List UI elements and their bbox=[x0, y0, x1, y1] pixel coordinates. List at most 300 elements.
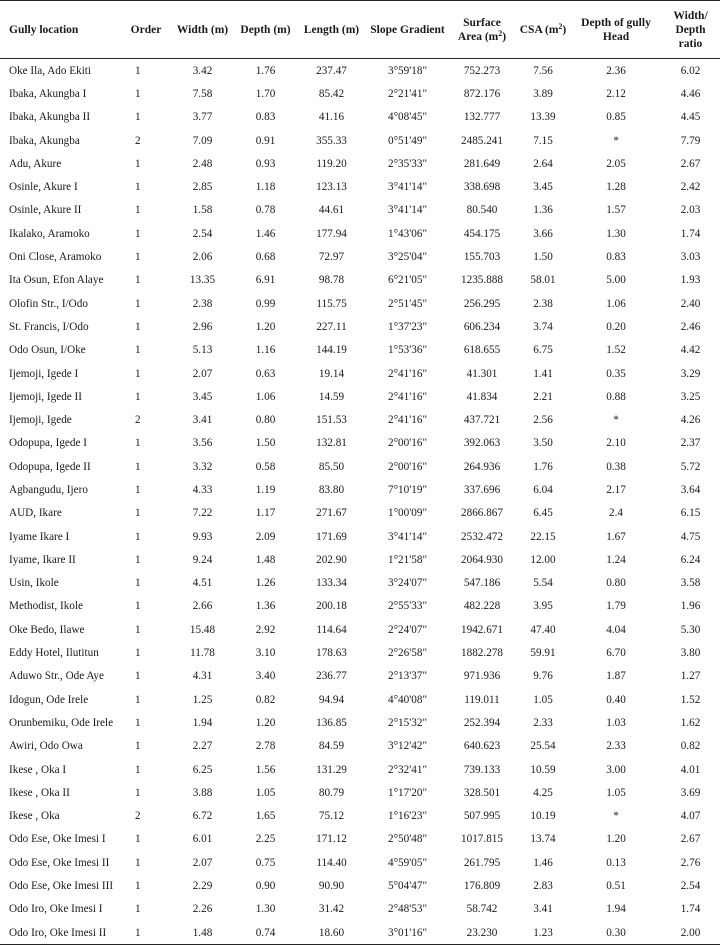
table-body bbox=[0, 59, 720, 945]
cell-head-depth: 2.4 bbox=[609, 507, 623, 520]
cell-slope: 3°25'04" bbox=[387, 251, 428, 264]
cell-length: 131.29 bbox=[316, 763, 347, 776]
cell-head-depth: 1.79 bbox=[606, 600, 626, 613]
cell-csa: 1.36 bbox=[533, 204, 553, 217]
cell-head-depth: 4.04 bbox=[606, 623, 626, 636]
cell-width: 2.66 bbox=[192, 600, 213, 613]
cell-depth: 1.16 bbox=[255, 344, 276, 357]
cell-slope: 2°26'58" bbox=[387, 647, 428, 660]
cell-csa: 2.21 bbox=[533, 390, 553, 403]
cell-surface-area: 2532.472 bbox=[461, 530, 503, 543]
cell-depth: 1.50 bbox=[255, 437, 276, 450]
cell-length: 80.79 bbox=[318, 786, 345, 799]
cell-head-depth: 2.17 bbox=[606, 483, 626, 496]
cell-ratio: 2.37 bbox=[680, 437, 701, 450]
cell-order: 1 bbox=[135, 553, 141, 566]
cell-order: 1 bbox=[135, 227, 141, 240]
cell-order: 1 bbox=[135, 111, 141, 124]
header-depth: Depth (m) bbox=[234, 1, 297, 59]
cell-surface-area: 392.063 bbox=[463, 437, 501, 450]
cell-slope: 2°13'37" bbox=[387, 670, 428, 683]
cell-surface-area: 41.834 bbox=[466, 390, 498, 403]
cell-length: 115.75 bbox=[316, 297, 347, 310]
cell-ratio: 1.27 bbox=[680, 670, 701, 683]
cell-surface-area: 618.655 bbox=[463, 344, 501, 357]
cell-depth: 1.18 bbox=[255, 181, 276, 194]
cell-order: 1 bbox=[135, 530, 141, 543]
cell-slope: 6°21'05" bbox=[387, 274, 428, 287]
cell-head-depth: 1.20 bbox=[606, 833, 626, 846]
cell-depth: 0.99 bbox=[255, 297, 276, 310]
cell-location: Odo Osun, I/Oke bbox=[9, 344, 86, 357]
cell-head-depth: 0.38 bbox=[606, 460, 626, 473]
table-row bbox=[0, 665, 720, 688]
cell-length: 178.63 bbox=[316, 647, 347, 660]
cell-ratio: 3.25 bbox=[680, 390, 701, 403]
cell-head-depth: 2.12 bbox=[606, 87, 626, 100]
cell-head-depth: 0.51 bbox=[606, 880, 626, 893]
cell-surface-area: 155.703 bbox=[463, 251, 501, 264]
cell-surface-area: 58.742 bbox=[466, 903, 498, 916]
cell-surface-area: 2485.241 bbox=[461, 134, 503, 147]
cell-order: 1 bbox=[135, 344, 141, 357]
cell-depth: 6.91 bbox=[255, 274, 276, 287]
cell-location: Ijemoji, Igede bbox=[9, 414, 72, 427]
cell-length: 41.16 bbox=[318, 111, 345, 124]
cell-width: 7.22 bbox=[192, 507, 213, 520]
cell-location: Ita Osun, Efon Alaye bbox=[9, 274, 104, 287]
cell-surface-area: 1017.815 bbox=[461, 833, 503, 846]
cell-length: 114.64 bbox=[316, 623, 347, 636]
table-header bbox=[0, 1, 720, 59]
cell-ratio: 2.40 bbox=[680, 297, 701, 310]
cell-ratio: 4.01 bbox=[680, 763, 701, 776]
cell-width: 1.94 bbox=[192, 716, 213, 729]
header-csa-text: CSA (m bbox=[519, 23, 559, 36]
cell-surface-area: 1882.278 bbox=[461, 647, 503, 660]
cell-slope: 2°48'53" bbox=[387, 903, 428, 916]
cell-csa: 2.33 bbox=[533, 716, 553, 729]
cell-csa: 7.15 bbox=[533, 134, 553, 147]
cell-length: 98.78 bbox=[318, 274, 345, 287]
cell-slope: 2°24'07" bbox=[387, 623, 428, 636]
cell-location: Iyame Ikare I bbox=[9, 530, 70, 543]
cell-surface-area: 2866.867 bbox=[461, 507, 503, 520]
cell-depth: 1.17 bbox=[255, 507, 276, 520]
cell-location: Odo Ese, Oke Imesi II bbox=[9, 856, 110, 869]
cell-order: 1 bbox=[135, 880, 141, 893]
cell-csa: 10.59 bbox=[530, 763, 556, 776]
cell-order: 1 bbox=[135, 786, 141, 799]
cell-csa: 2.38 bbox=[533, 297, 553, 310]
cell-csa: 25.54 bbox=[530, 740, 556, 753]
cell-length: 132.81 bbox=[316, 437, 347, 450]
cell-head-depth: 1.57 bbox=[606, 204, 626, 217]
table-row bbox=[0, 222, 720, 245]
cell-ratio: 4.75 bbox=[680, 530, 701, 543]
cell-surface-area: 261.795 bbox=[463, 856, 501, 869]
cell-width: 3.77 bbox=[192, 111, 213, 124]
cell-ratio: 2.67 bbox=[680, 833, 701, 846]
cell-slope: 4°40'08" bbox=[387, 693, 428, 706]
cell-order: 1 bbox=[135, 740, 141, 753]
header-csa-sup: 2 bbox=[558, 21, 563, 31]
cell-width: 3.56 bbox=[192, 437, 213, 450]
cell-ratio: 2.76 bbox=[680, 856, 701, 869]
table-row bbox=[0, 292, 720, 315]
table-row bbox=[0, 152, 720, 175]
cell-order: 1 bbox=[135, 693, 141, 706]
cell-order: 1 bbox=[135, 367, 141, 380]
cell-location: Olofin Str., I/Odo bbox=[9, 297, 88, 310]
cell-ratio: 3.29 bbox=[680, 367, 701, 380]
cell-slope: 1°16'23" bbox=[387, 810, 428, 823]
cell-surface-area: 2064.930 bbox=[461, 553, 503, 566]
cell-csa: 1.50 bbox=[533, 251, 553, 264]
cell-length: 14.59 bbox=[318, 390, 345, 403]
cell-location: Ijemoji, Igede II bbox=[9, 390, 82, 403]
cell-order: 1 bbox=[135, 274, 141, 287]
cell-slope: 2°50'48" bbox=[387, 833, 428, 846]
cell-width: 13.35 bbox=[189, 274, 216, 287]
cell-ratio: 2.03 bbox=[680, 204, 701, 217]
cell-depth: 1.26 bbox=[255, 577, 276, 590]
cell-length: 171.12 bbox=[316, 833, 347, 846]
cell-csa: 1.46 bbox=[533, 856, 553, 869]
cell-location: Osinle, Akure I bbox=[9, 181, 78, 194]
cell-slope: 2°15'32" bbox=[387, 716, 428, 729]
cell-head-depth: 1.03 bbox=[606, 716, 626, 729]
table-row bbox=[0, 735, 720, 758]
header-ratio: Width/ Depth ratio bbox=[661, 1, 720, 59]
cell-csa: 22.15 bbox=[530, 530, 556, 543]
cell-order: 1 bbox=[135, 507, 141, 520]
cell-depth: 2.92 bbox=[255, 623, 276, 636]
cell-width: 2.96 bbox=[192, 320, 213, 333]
cell-surface-area: 23.230 bbox=[449, 921, 515, 945]
cell-surface-area: 337.696 bbox=[463, 483, 501, 496]
table-row bbox=[0, 758, 720, 781]
cell-width: 11.78 bbox=[190, 647, 215, 660]
cell-head-depth: 2.36 bbox=[606, 64, 626, 77]
cell-width: 2.38 bbox=[192, 297, 213, 310]
cell-surface-area: 507.995 bbox=[463, 810, 501, 823]
cell-order: 1 bbox=[135, 647, 141, 660]
cell-length: 227.11 bbox=[316, 320, 347, 333]
cell-width: 3.88 bbox=[192, 786, 213, 799]
cell-slope: 0°51'49" bbox=[387, 134, 428, 147]
cell-head-depth: 0.30 bbox=[571, 921, 661, 945]
cell-width: 5.13 bbox=[192, 344, 213, 357]
cell-order: 1 bbox=[135, 297, 141, 310]
cell-head-depth: 1.28 bbox=[606, 181, 626, 194]
cell-head-depth: * bbox=[613, 810, 619, 823]
cell-length: 75.12 bbox=[318, 810, 345, 823]
cell-depth: 0.75 bbox=[255, 856, 276, 869]
cell-depth: 2.78 bbox=[255, 740, 276, 753]
cell-csa: 6.45 bbox=[533, 507, 553, 520]
cell-csa: 3.74 bbox=[533, 320, 553, 333]
header-surface-area-end: ) bbox=[502, 30, 507, 43]
table-row bbox=[0, 82, 720, 105]
cell-location: AUD, Ikare bbox=[9, 507, 62, 520]
cell-width: 1.48 bbox=[171, 921, 234, 945]
table-row bbox=[0, 595, 720, 618]
cell-slope: 4°08'45" bbox=[387, 111, 428, 124]
cell-length: 177.94 bbox=[316, 227, 347, 240]
cell-slope: 3°01'16" bbox=[366, 921, 449, 945]
cell-depth: 1.19 bbox=[255, 483, 276, 496]
cell-order: 1 bbox=[135, 64, 141, 77]
cell-location: Idogun, Ode Irele bbox=[9, 693, 89, 706]
cell-depth: 1.20 bbox=[255, 716, 276, 729]
cell-csa: 1.41 bbox=[533, 367, 553, 380]
cell-csa: 1.76 bbox=[533, 460, 553, 473]
cell-slope: 1°17'20" bbox=[387, 786, 428, 799]
cell-head-depth: 5.00 bbox=[606, 274, 626, 287]
cell-slope: 1°37'23" bbox=[387, 320, 428, 333]
cell-length: 72.97 bbox=[318, 251, 345, 264]
cell-ratio: 5.30 bbox=[680, 623, 701, 636]
cell-width: 2.48 bbox=[192, 157, 213, 170]
cell-ratio: 1.96 bbox=[680, 600, 701, 613]
cell-width: 3.32 bbox=[192, 460, 213, 473]
cell-csa: 1.05 bbox=[533, 693, 553, 706]
cell-head-depth: 1.52 bbox=[606, 344, 626, 357]
cell-csa: 12.00 bbox=[530, 553, 556, 566]
cell-location: Ibaka, Akungba I bbox=[9, 87, 87, 100]
cell-slope: 2°21'41" bbox=[387, 87, 428, 100]
cell-length: 94.94 bbox=[318, 693, 345, 706]
cell-ratio: 1.52 bbox=[680, 693, 701, 706]
cell-order: 2 bbox=[135, 134, 141, 147]
table-row bbox=[0, 129, 720, 152]
cell-location: Oni Close, Aramoko bbox=[9, 251, 102, 264]
table-row bbox=[0, 502, 720, 525]
cell-csa: 3.50 bbox=[533, 437, 553, 450]
cell-location: Ijemoji, Igede I bbox=[9, 367, 79, 380]
cell-location: Odo Ese, Oke Imesi I bbox=[9, 833, 106, 846]
cell-length: 355.33 bbox=[316, 134, 347, 147]
table-row bbox=[0, 175, 720, 198]
table-row bbox=[0, 269, 720, 292]
cell-width: 3.45 bbox=[192, 390, 213, 403]
cell-length: 123.13 bbox=[316, 181, 347, 194]
cell-order: 1 bbox=[135, 856, 141, 869]
cell-slope: 2°55'33" bbox=[387, 600, 428, 613]
cell-head-depth: 0.88 bbox=[606, 390, 626, 403]
cell-ratio: 6.02 bbox=[680, 64, 701, 77]
cell-ratio: 3.58 bbox=[680, 577, 701, 590]
cell-length: 18.60 bbox=[297, 921, 366, 945]
cell-csa: 3.89 bbox=[533, 87, 553, 100]
cell-length: 31.42 bbox=[318, 903, 345, 916]
table-row bbox=[0, 921, 720, 945]
cell-location: Odo Ese, Oke Imesi III bbox=[9, 880, 114, 893]
cell-surface-area: 264.936 bbox=[463, 460, 501, 473]
cell-slope: 3°41'14" bbox=[387, 181, 428, 194]
cell-length: 202.90 bbox=[316, 553, 347, 566]
cell-surface-area: 437.721 bbox=[463, 414, 501, 427]
header-head-depth: Depth of gully Head bbox=[571, 1, 661, 59]
cell-depth: 1.20 bbox=[255, 320, 276, 333]
cell-head-depth: 0.80 bbox=[606, 577, 626, 590]
cell-order: 1 bbox=[135, 87, 141, 100]
cell-order: 1 bbox=[135, 577, 141, 590]
cell-length: 200.18 bbox=[316, 600, 347, 613]
cell-length: 114.40 bbox=[316, 856, 347, 869]
cell-slope: 3°24'07" bbox=[387, 577, 428, 590]
cell-location: Ibaka, Akungba II bbox=[9, 111, 91, 124]
header-width: Width (m) bbox=[171, 1, 234, 59]
cell-depth: 3.10 bbox=[255, 647, 276, 660]
cell-slope: 5°04'47" bbox=[387, 880, 428, 893]
cell-csa: 47.40 bbox=[530, 623, 556, 636]
cell-ratio: 2.46 bbox=[680, 320, 701, 333]
cell-location: St. Francis, I/Odo bbox=[9, 320, 89, 333]
cell-csa: 6.75 bbox=[533, 344, 553, 357]
cell-head-depth: 3.00 bbox=[606, 763, 626, 776]
cell-head-depth: 0.13 bbox=[606, 856, 626, 869]
cell-depth: 0.93 bbox=[255, 157, 276, 170]
cell-surface-area: 132.777 bbox=[463, 111, 501, 124]
cell-csa: 2.56 bbox=[533, 414, 553, 427]
cell-slope: 4°59'05" bbox=[387, 856, 428, 869]
cell-csa: 13.74 bbox=[530, 833, 556, 846]
cell-order: 1 bbox=[135, 157, 141, 170]
cell-slope: 2°00'16" bbox=[387, 460, 428, 473]
table-row bbox=[0, 898, 720, 921]
cell-depth: 0.68 bbox=[255, 251, 276, 264]
cell-order: 1 bbox=[135, 670, 141, 683]
cell-surface-area: 119.011 bbox=[464, 693, 500, 706]
cell-depth: 2.09 bbox=[255, 530, 276, 543]
cell-slope: 3°41'14" bbox=[387, 204, 428, 217]
cell-head-depth: 0.83 bbox=[606, 251, 626, 264]
cell-length: 90.90 bbox=[318, 880, 345, 893]
cell-slope: 1°00'09" bbox=[387, 507, 428, 520]
cell-length: 237.47 bbox=[316, 64, 347, 77]
cell-csa: 58.01 bbox=[530, 274, 556, 287]
cell-depth: 1.76 bbox=[255, 64, 276, 77]
cell-head-depth: * bbox=[613, 134, 619, 147]
header-length: Length (m) bbox=[297, 1, 366, 59]
cell-ratio: 3.69 bbox=[680, 786, 701, 799]
cell-depth: 0.91 bbox=[255, 134, 276, 147]
cell-location: Adu, Akure bbox=[9, 157, 62, 170]
cell-location: Ikese , Oka II bbox=[9, 786, 70, 799]
cell-slope: 2°41'16" bbox=[387, 367, 428, 380]
cell-location: Odo Iro, Oke Imesi II bbox=[0, 921, 121, 945]
header-order: Order bbox=[121, 1, 171, 59]
cell-width: 7.09 bbox=[192, 134, 213, 147]
cell-depth: 1.06 bbox=[255, 390, 276, 403]
cell-location: Odopupa, Igede I bbox=[9, 437, 87, 450]
table-row bbox=[0, 688, 720, 711]
cell-ratio: 4.42 bbox=[680, 344, 701, 357]
cell-length: 171.69 bbox=[316, 530, 347, 543]
cell-width: 6.25 bbox=[192, 763, 213, 776]
cell-depth: 0.80 bbox=[255, 414, 276, 427]
cell-location: Oke Bedo, Ilawe bbox=[9, 623, 85, 636]
cell-location: Usin, Ikole bbox=[9, 577, 59, 590]
cell-width: 3.41 bbox=[192, 414, 213, 427]
cell-ratio: 2.42 bbox=[680, 181, 701, 194]
cell-order: 1 bbox=[135, 763, 141, 776]
cell-location: Awiri, Odo Owa bbox=[9, 740, 83, 753]
cell-order: 1 bbox=[135, 251, 141, 264]
header-csa-end: ) bbox=[562, 23, 567, 36]
cell-depth: 1.46 bbox=[255, 227, 276, 240]
cell-slope: 2°41'16" bbox=[387, 390, 428, 403]
cell-surface-area: 281.649 bbox=[463, 157, 501, 170]
cell-ratio: 2.67 bbox=[680, 157, 701, 170]
cell-width: 2.07 bbox=[192, 856, 213, 869]
cell-width: 2.07 bbox=[192, 367, 213, 380]
cell-depth: 2.25 bbox=[255, 833, 276, 846]
cell-order: 1 bbox=[135, 320, 141, 333]
cell-csa: 5.54 bbox=[533, 577, 553, 590]
cell-head-depth: 1.94 bbox=[606, 903, 626, 916]
cell-csa: 10.19 bbox=[530, 810, 556, 823]
cell-slope: 1°21'58" bbox=[387, 553, 428, 566]
cell-csa: 9.76 bbox=[533, 670, 553, 683]
table-row bbox=[0, 199, 720, 222]
cell-surface-area: 482.228 bbox=[463, 600, 501, 613]
cell-slope: 2°51'45" bbox=[387, 297, 428, 310]
cell-surface-area: 606.234 bbox=[463, 320, 501, 333]
cell-length: 85.50 bbox=[318, 460, 345, 473]
cell-width: 1.58 bbox=[192, 204, 213, 217]
cell-slope: 1°43'06" bbox=[387, 227, 428, 240]
cell-slope: 2°32'41" bbox=[387, 763, 428, 776]
cell-surface-area: 640.623 bbox=[463, 740, 501, 753]
cell-depth: 0.82 bbox=[255, 693, 276, 706]
cell-surface-area: 338.698 bbox=[463, 181, 501, 194]
cell-csa: 2.64 bbox=[533, 157, 553, 170]
table-row bbox=[0, 432, 720, 455]
cell-location: Ibaka, Akungba bbox=[9, 134, 80, 147]
cell-csa: 3.66 bbox=[533, 227, 553, 240]
cell-length: 83.80 bbox=[318, 483, 345, 496]
cell-length: 136.85 bbox=[316, 716, 347, 729]
cell-depth: 1.56 bbox=[255, 763, 276, 776]
cell-width: 2.06 bbox=[192, 251, 213, 264]
table-row bbox=[0, 781, 720, 804]
cell-width: 6.72 bbox=[192, 810, 213, 823]
cell-csa: 3.95 bbox=[533, 600, 553, 613]
cell-slope: 3°12'42" bbox=[387, 740, 428, 753]
table-row bbox=[0, 525, 720, 548]
cell-ratio: 1.62 bbox=[680, 716, 701, 729]
cell-depth: 0.63 bbox=[255, 367, 276, 380]
cell-length: 84.59 bbox=[318, 740, 345, 753]
cell-ratio: 4.26 bbox=[680, 414, 701, 427]
table-row bbox=[0, 339, 720, 362]
cell-length: 151.53 bbox=[316, 414, 347, 427]
cell-width: 15.48 bbox=[189, 623, 216, 636]
cell-width: 1.25 bbox=[192, 693, 213, 706]
cell-location: Ikalako, Aramoko bbox=[9, 227, 90, 240]
cell-ratio: 6.24 bbox=[680, 553, 701, 566]
table-row bbox=[0, 106, 720, 129]
cell-head-depth: 0.35 bbox=[606, 367, 626, 380]
cell-order: 1 bbox=[135, 623, 141, 636]
cell-head-depth: 1.30 bbox=[606, 227, 626, 240]
cell-csa: 1.23 bbox=[515, 921, 571, 945]
cell-location: Ikese , Oka bbox=[9, 810, 60, 823]
cell-width: 4.33 bbox=[192, 483, 213, 496]
